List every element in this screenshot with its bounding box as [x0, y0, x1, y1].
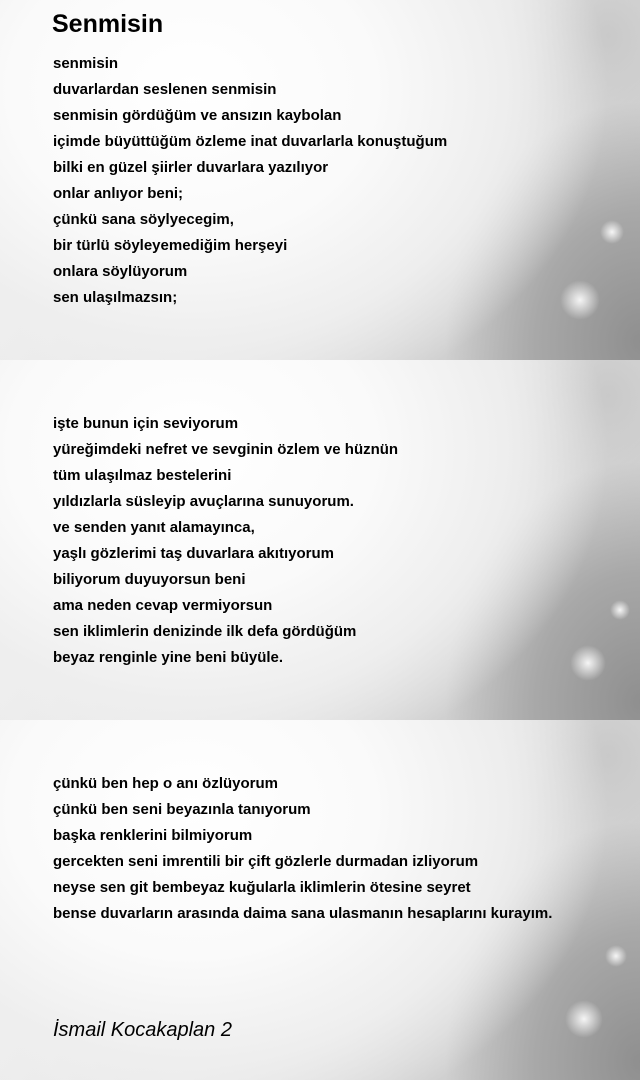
poem-line: bense duvarların arasında daima sana ulasmanın hesaplarını kurayım. — [53, 905, 553, 922]
poem-line: bilki en güzel şiirler duvarlara yazılıyor — [53, 159, 329, 176]
poem-line: sen iklimlerin denizinde ilk defa gördüğüm — [53, 623, 357, 640]
light-flare — [605, 945, 627, 967]
light-flare — [565, 1000, 603, 1038]
light-flare — [570, 645, 606, 681]
poem-line: çünkü ben hep o anı özlüyorum — [53, 775, 279, 792]
poem-line: biliyorum duyuyorsun beni — [53, 571, 246, 588]
light-flare — [610, 600, 630, 620]
poem-line: ama neden cevap vermiyorsun — [53, 597, 273, 614]
light-flare — [600, 220, 624, 244]
poem-line: ve senden yanıt alamayınca, — [53, 519, 255, 536]
poem-line: tüm ulaşılmaz bestelerini — [53, 467, 232, 484]
poem-title: Senmisin — [52, 10, 164, 38]
poem-panel-2 — [0, 360, 640, 720]
stanza-3 — [53, 771, 552, 927]
poem-line: yıldızlarla süsleyip avuçlarına sunuyorum. — [53, 493, 354, 510]
poem-author: İsmail Kocakaplan 2 — [53, 1019, 232, 1041]
stanza-2 — [53, 411, 398, 671]
poem-line: çünkü sana söylyecegim, — [53, 211, 234, 228]
poem-line: yüreğimdeki nefret ve sevginin özlem ve hüznün — [53, 441, 399, 458]
poem-line: gercekten seni imrentili bir çift gözlerle durmadan izliyorum — [53, 853, 479, 870]
poem-line: onlara söylüyorum — [53, 263, 188, 280]
poem-line: neyse sen git bembeyaz kuğularla iklimlerin ötesine seyret — [53, 879, 471, 896]
poem-line: bir türlü söyleyemediğim herşeyi — [53, 237, 288, 254]
poem-panel-3 — [0, 720, 640, 1080]
poem-line: duvarlardan seslenen senmisin — [53, 81, 277, 98]
poem-line: işte bunun için seviyorum — [53, 415, 239, 432]
poem-panel-1 — [0, 0, 640, 360]
stanza-1 — [53, 51, 447, 311]
light-flare — [560, 280, 600, 320]
poem-line: içimde büyüttüğüm özleme inat duvarlarla konuştuğum — [53, 133, 448, 150]
poem-line: sen ulaşılmazsın; — [53, 289, 178, 306]
poem-line: onlar anlıyor beni; — [53, 185, 184, 202]
poem-line: beyaz renginle yine beni büyüle. — [53, 649, 284, 666]
poem-line: başka renklerini bilmiyorum — [53, 827, 253, 844]
poem-line: senmisin — [53, 55, 119, 72]
poem-line: çünkü ben seni beyazınla tanıyorum — [53, 801, 311, 818]
poem-line: senmisin gördüğüm ve ansızın kaybolan — [53, 107, 342, 124]
poem-line: yaşlı gözlerimi taş duvarlara akıtıyorum — [53, 545, 334, 562]
